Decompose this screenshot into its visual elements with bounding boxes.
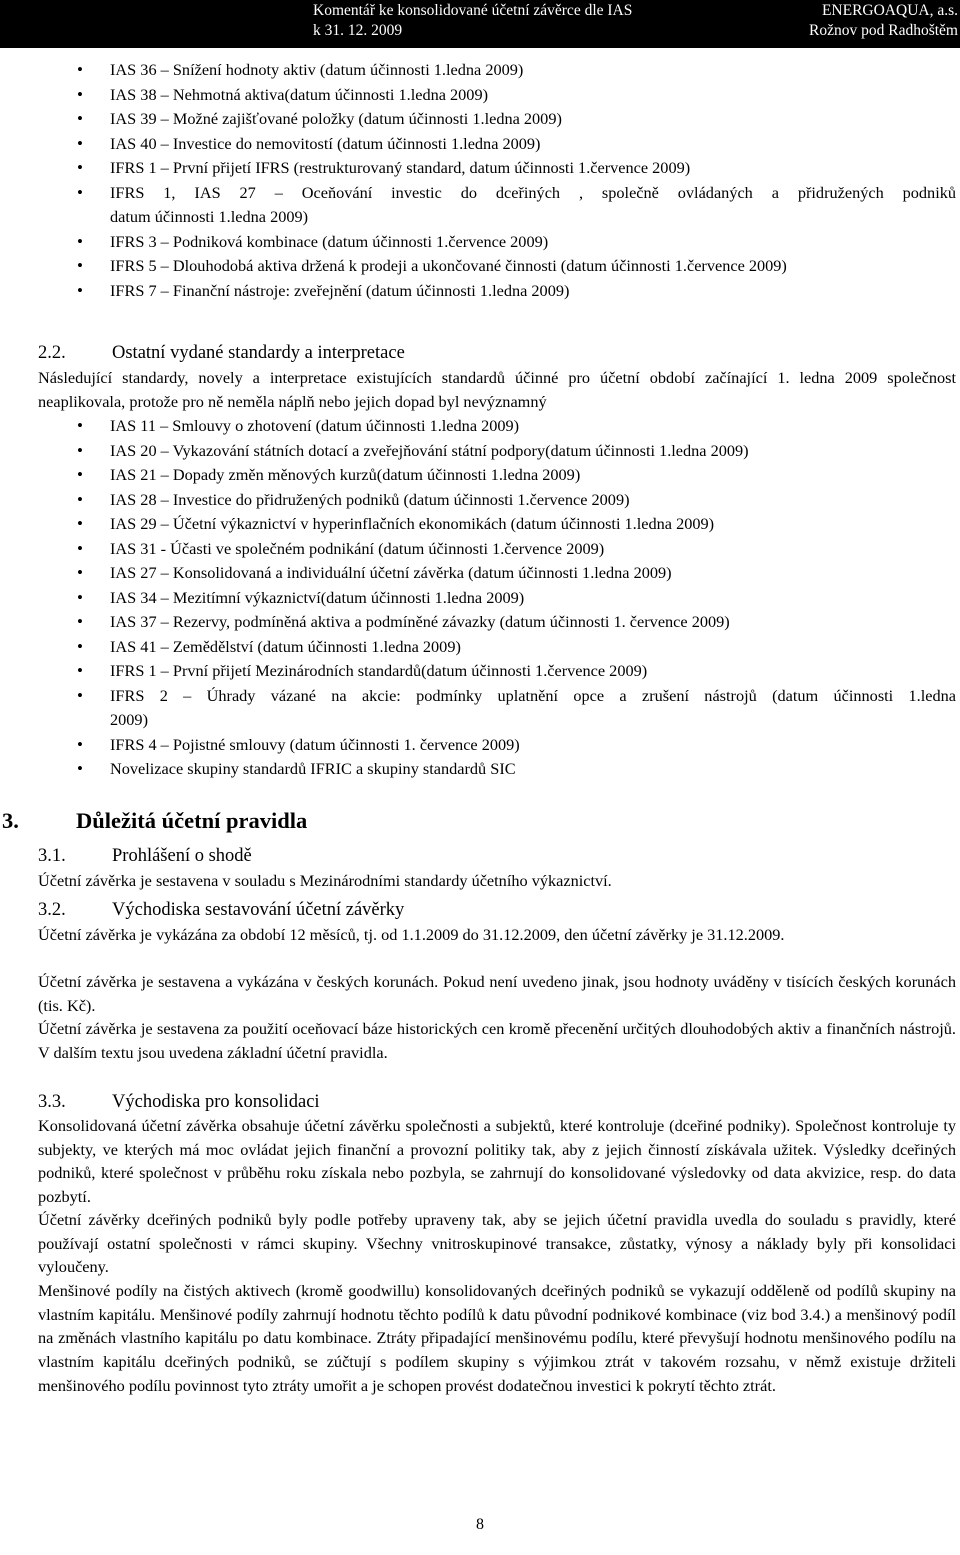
list-item: • Novelizace skupiny standardů IFRIC a skupiny standardů SIC <box>0 757 960 782</box>
page-number: 8 <box>476 1516 484 1533</box>
section-3-2-paragraph-3: Účetní závěrka je sestavena za použití oceňovací báze historických cen kromě přecenění určitých dlouhodobých aktiv a finančních nástrojů. V dalším textu jsou uvedena základní účetní pravidla. <box>38 1019 956 1062</box>
section-3-3-paragraph-3: Menšinové podíly na čistých aktivech (kromě goodwillu) konsolidovaných dceřiných podniků se vykazují odděleně od podílů skupiny na vlastním kapitálu. Menšinové podíly zahrnují hodnotu těchto podílů k datu původní podnikové kombinace (viz bod 3.4.) a menšinový podíl na změnách vlastního kapitálu po datu kombinace. Ztráty připadající menšinovému podílu, které převyšují hodnotu menšinového podílu na vlastním kapitálu dceřiných podniků, se zúčtují s podílem skupiny s výjimkou ztrát v takovém rozsahu, v němž existuje držiteli menšinového podílu povinnost tyto ztráty umořit a je schopen provést dodatečnou investici k pokrytí těchto ztrát. <box>38 1281 956 1395</box>
header-title-line2: k 31. 12. 2009 <box>313 22 403 39</box>
list-item: • IAS 39 – Možné zajišťované položky (datum účinnosti 1.ledna 2009) <box>0 107 960 132</box>
section-3-2-paragraph-2: Účetní závěrka je sestavena a vykázána v českých korunách. Pokud není uvedeno jinak, jsou hodnoty uváděny v tisících českých korunách (tis. Kč). <box>38 972 956 1015</box>
section-number: 3. <box>2 808 19 833</box>
list-item: • IFRS 2 – Úhrady vázané na akcie: podmínky uplatnění opce a zrušení nástrojů (datum účinnosti 1.ledna <box>0 684 960 709</box>
list-item-continuation: 2009) <box>110 710 148 729</box>
list-item: • IAS 34 – Mezitímní výkaznictví(datum účinnosti 1.ledna 2009) <box>0 586 960 611</box>
section-3-heading <box>2 808 307 834</box>
section-3-3-paragraph-1: Konsolidovaná účetní závěrka obsahuje účetní závěrku společnosti a subjektů, které kontroluje (dceřiné podniky). Společnost kontroluje ty subjekty, ve kterých má moc ovládat jejich finanční a provozní politiky tak, aby z jejich činností získávala užitek. Výsledky dceřiných podniků, které společnost v průběhu roku získala nebo pozbyla, se zahrnují do konsolidované výsledovky od data akvizice, resp. do data pozbytí. <box>38 1116 956 1207</box>
section-title: Východiska pro konsolidaci <box>112 1092 320 1112</box>
list-item: • IAS 31 - Účasti ve společném podnikání (datum účinnosti 1.července 2009) <box>0 537 960 562</box>
section-title: Důležitá účetní pravidla <box>76 808 308 833</box>
list-item: • IFRS 5 – Dlouhodobá aktiva držená k prodeji a ukončované činnosti (datum účinnosti 1.července 2009) <box>0 254 960 279</box>
list-item-continuation: datum účinnosti 1.ledna 2009) <box>110 207 309 226</box>
list-item: • IAS 20 – Vykazování státních dotací a zveřejňování státní podpory(datum účinnosti 1.ledna 2009) <box>0 439 960 464</box>
section-3-3-heading <box>38 1091 320 1113</box>
list-item: • IAS 36 – Snížení hodnoty aktiv (datum účinnosti 1.ledna 2009) <box>0 58 960 83</box>
list-item: • IAS 21 – Dopady změn měnových kurzů(datum účinnosti 1.ledna 2009) <box>0 463 960 488</box>
list-item: • IAS 40 – Investice do nemovitostí (datum účinnosti 1.ledna 2009) <box>0 132 960 157</box>
section-3-1-text: Účetní závěrka je sestavena v souladu s Mezinárodními standardy účetního výkaznictví. <box>38 871 612 890</box>
section-number: 3.3. <box>38 1092 66 1112</box>
list-item: • IFRS 1 – První přijetí Mezinárodních standardů(datum účinnosti 1.července 2009) <box>0 659 960 684</box>
section-number: 3.2. <box>38 900 66 920</box>
header-company-location: Rožnov pod Radhoštěm <box>809 22 958 39</box>
header-company <box>809 1 958 41</box>
section-2-2-intro: Následující standardy, novely a interpretace existujících standardů účinné pro účetní období začínající 1. ledna 2009 společnost neaplikovala, protože pro ně neměla náplň nebo jejich dopad byl nevýznamný <box>38 368 956 411</box>
list-item: • IFRS 1 – První přijetí IFRS (restrukturovaný standard, datum účinnosti 1.července 2009) <box>0 156 960 181</box>
list-item: • IFRS 7 – Finanční nástroje: zveřejnění (datum účinnosti 1.ledna 2009) <box>0 279 960 304</box>
section-3-2-heading <box>38 899 404 921</box>
list-item: • IAS 38 – Nehmotná aktiva(datum účinnosti 1.ledna 2009) <box>0 83 960 108</box>
list-item: • IAS 28 – Investice do přidružených podniků (datum účinnosti 1.července 2009) <box>0 488 960 513</box>
section-title: Ostatní vydané standardy a interpretace <box>112 343 405 363</box>
section-3-1-heading <box>38 845 252 867</box>
standards-list-not-applied <box>0 414 960 782</box>
section-title: Východiska sestavování účetní závěrky <box>112 900 405 920</box>
list-item: • IFRS 1, IAS 27 – Oceňování investic do dceřiných , společně ovládaných a přidružených podniků <box>0 181 960 206</box>
header-document-title <box>313 1 632 41</box>
header-title-line1: Komentář ke konsolidované účetní závěrce dle IAS <box>313 2 633 19</box>
list-item: • IAS 41 – Zemědělství (datum účinnosti 1.ledna 2009) <box>0 635 960 660</box>
list-item: • IAS 37 – Rezervy, podmíněná aktiva a podmíněné závazky (datum účinnosti 1. července 2009) <box>0 610 960 635</box>
page-header <box>0 0 960 48</box>
list-item: • IFRS 3 – Podniková kombinace (datum účinnosti 1.července 2009) <box>0 230 960 255</box>
section-title: Prohlášení o shodě <box>112 846 252 866</box>
section-number: 2.2. <box>38 343 66 363</box>
list-item: • IAS 11 – Smlouvy o zhotovení (datum účinnosti 1.ledna 2009) <box>0 414 960 439</box>
section-3-2-paragraph-1: Účetní závěrka je vykázána za období 12 měsíců, tj. od 1.1.2009 do 31.12.2009, den účetní závěrky je 31.12.2009. <box>38 925 785 944</box>
list-item: • IFRS 4 – Pojistné smlouvy (datum účinnosti 1. července 2009) <box>0 733 960 758</box>
section-number: 3.1. <box>38 846 66 866</box>
header-company-name: ENERGOAQUA, a.s. <box>821 2 958 19</box>
list-item: • IAS 27 – Konsolidovaná a individuální účetní závěrka (datum účinnosti 1.ledna 2009) <box>0 561 960 586</box>
list-item: • IAS 29 – Účetní výkaznictví v hyperinflačních ekonomikách (datum účinnosti 1.ledna 2009) <box>0 512 960 537</box>
section-2-2-heading <box>38 342 405 364</box>
section-3-3-paragraph-2: Účetní závěrky dceřiných podniků byly podle potřeby upraveny tak, aby se jejich účetní pravidla uvedla do souladu s pravidly, které používají ostatní společnosti v rámci skupiny. Všechny vnitroskupinové transakce, zůstatky, výnosy a náklady byly při konsolidaci vyloučeny. <box>38 1210 956 1277</box>
standards-list-applied <box>0 58 960 303</box>
